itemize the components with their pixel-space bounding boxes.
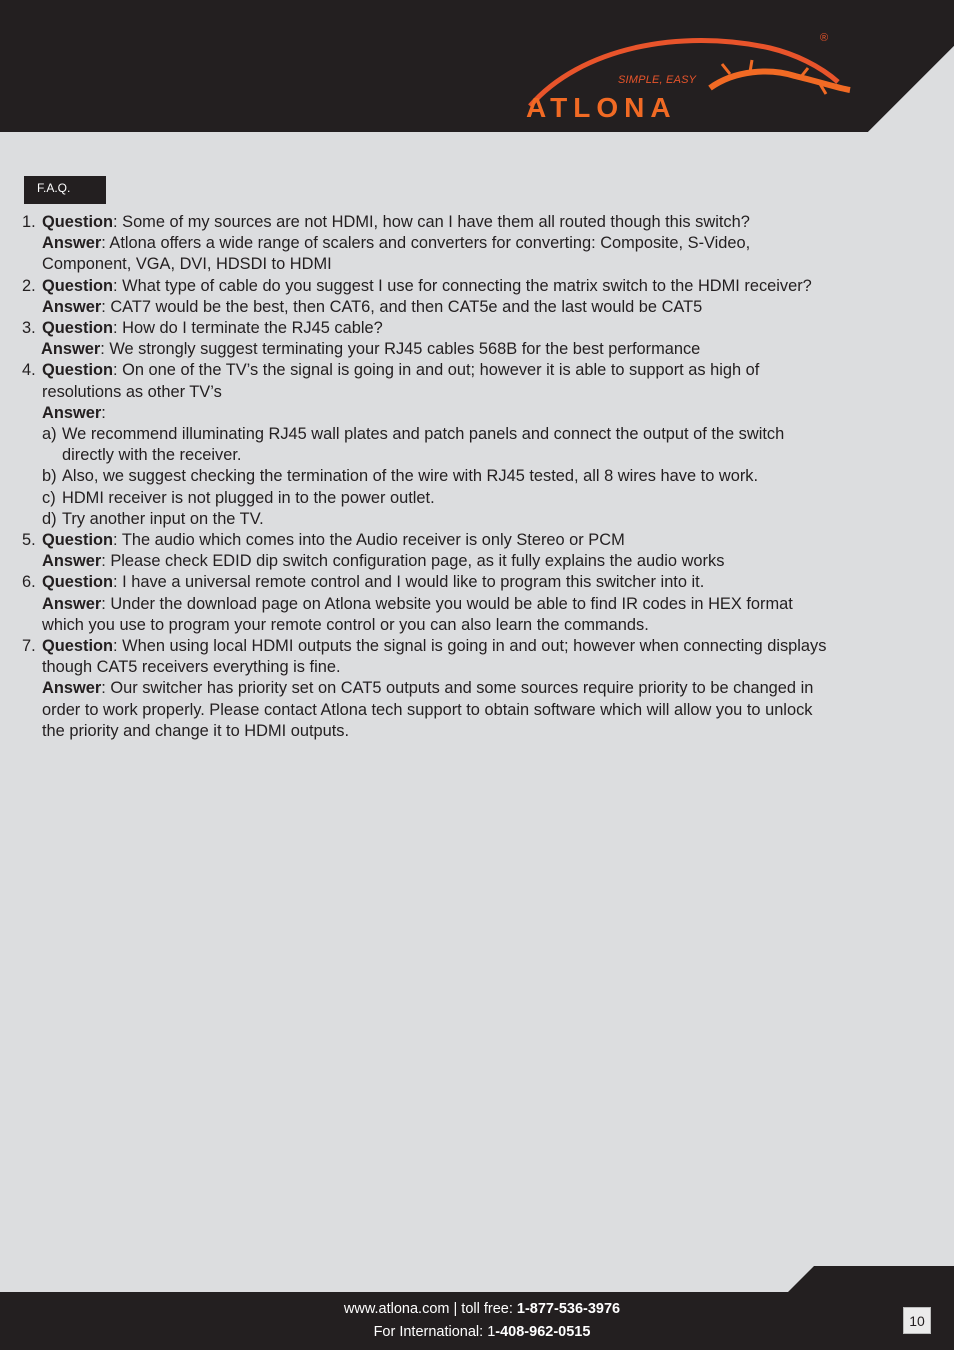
answer-text: : Please check EDID dip switch configuration page, as it fully explains the audio works xyxy=(101,552,725,571)
registered-mark: ® xyxy=(820,32,829,44)
faq-item xyxy=(22,276,902,318)
answer-subitem-line xyxy=(22,488,902,509)
answer-subitem-line xyxy=(22,445,902,466)
footer-contact xyxy=(0,1298,954,1344)
brand-tagline: SIMPLE, EASY xyxy=(618,74,697,86)
question-text: : When using local HDMI outputs the signal is going in and out; however when connecting displays xyxy=(113,637,827,656)
faq-number: 7. xyxy=(22,637,36,656)
question-line xyxy=(22,276,902,297)
faq-number: 5. xyxy=(22,531,36,550)
answer-text: : Atlona offers a wide range of scalers and converters for converting: Composite, S-Video, xyxy=(101,234,751,253)
answer-line xyxy=(22,297,902,318)
atlona-logo xyxy=(520,28,860,128)
answer-text: : CAT7 would be the best, then CAT6, and then CAT5e and the last would be CAT5 xyxy=(101,297,703,316)
question-line xyxy=(22,212,902,233)
question-label: Question xyxy=(42,361,114,380)
answer-line xyxy=(22,403,902,424)
question-line xyxy=(22,360,902,381)
question-line xyxy=(22,572,902,593)
answer-line xyxy=(22,339,902,360)
question-label: Question xyxy=(42,213,114,231)
subitem-text: HDMI receiver is not plugged in to the power outlet. xyxy=(62,488,435,507)
question-text: : On one of the TV’s the signal is going in and out; however it is able to support as high of xyxy=(113,361,760,380)
international-number: -408-962-0515 xyxy=(495,1324,591,1340)
question-label: Question xyxy=(42,319,114,338)
answer-subitem-line xyxy=(22,424,902,445)
faq-item xyxy=(22,318,902,360)
subitem-letter: d) xyxy=(42,509,57,528)
answer-text: : We strongly suggest terminating your RJ45 cables 568B for the best performance xyxy=(100,340,701,359)
answer-label: Answer xyxy=(41,340,101,359)
answer-label: Answer xyxy=(42,297,102,316)
question-line xyxy=(22,318,902,339)
answer-label: Answer xyxy=(42,403,102,422)
subitem-text: directly with the receiver. xyxy=(62,446,242,465)
faq-number: 4. xyxy=(22,361,36,380)
question-label: Question xyxy=(42,276,114,295)
subitem-letter xyxy=(42,445,62,466)
page-number: 10 xyxy=(903,1307,931,1334)
answer-line xyxy=(22,678,902,699)
answer-line: Component, VGA, DVI, HDSDI to HDMI xyxy=(42,255,332,274)
answer-line: order to work properly. Please contact Atlona tech support to obtain software which will allow you to unlock xyxy=(42,700,813,719)
faq-list xyxy=(22,212,902,742)
faq-number: 1. xyxy=(22,213,36,231)
faq-item xyxy=(22,212,902,276)
question-line xyxy=(22,636,902,657)
answer-subitem-line xyxy=(22,509,902,530)
answer-text: : Our switcher has priority set on CAT5 outputs and some sources require priority to be changed in xyxy=(101,679,814,698)
answer-label: Answer xyxy=(42,234,102,253)
faq-item xyxy=(22,360,902,530)
faq-number: 6. xyxy=(22,573,36,592)
answer-label: Answer xyxy=(42,679,102,698)
question-label: Question xyxy=(42,573,114,592)
answer-line: the priority and change it to HDMI outputs. xyxy=(42,721,350,740)
faq-item xyxy=(22,636,902,742)
question-line: resolutions as other TV’s xyxy=(42,382,222,401)
subitem-letter: b) xyxy=(42,467,57,486)
question-line: though CAT5 receivers everything is fine. xyxy=(42,658,341,677)
subitem-letter: a) xyxy=(42,425,57,444)
answer-line: which you use to program your remote control or you can also learn the commands. xyxy=(42,615,649,634)
question-label: Question xyxy=(42,637,114,656)
question-text: : The audio which comes into the Audio receiver is only Stereo or PCM xyxy=(113,531,625,550)
footer-line-1 xyxy=(0,1298,954,1321)
question-line xyxy=(22,530,902,551)
answer-label: Answer xyxy=(42,594,102,613)
answer-line xyxy=(22,551,902,572)
answer-text: : Under the download page on Atlona website you would be able to find IR codes in HEX format xyxy=(101,594,793,613)
brand-name: ATLONA xyxy=(526,92,677,123)
answer-label: Answer xyxy=(42,552,102,571)
faq-item xyxy=(22,530,902,572)
answer-text: : xyxy=(101,403,106,422)
section-tag: F.A.Q. xyxy=(24,176,106,204)
subitem-text: Try another input on the TV. xyxy=(62,509,264,528)
website-and-tollfree-label: www.atlona.com | toll free: xyxy=(343,1301,517,1317)
tollfree-number: 1-877-536-3976 xyxy=(516,1301,621,1317)
answer-line xyxy=(22,233,902,254)
footer-line-2 xyxy=(0,1321,954,1344)
question-text: : How do I terminate the RJ45 cable? xyxy=(113,319,383,338)
question-text: : I have a universal remote control and I would like to program this switcher into it. xyxy=(113,573,705,592)
question-text: : Some of my sources are not HDMI, how can I have them all routed though this switch? xyxy=(113,213,750,231)
faq-number: 2. xyxy=(22,276,36,295)
international-label: For International: 1 xyxy=(373,1324,496,1340)
subitem-letter: c) xyxy=(42,488,56,507)
answer-line xyxy=(22,594,902,615)
faq-item xyxy=(22,572,902,636)
answer-subitem-line xyxy=(22,466,902,487)
question-label: Question xyxy=(42,531,114,550)
question-text: : What type of cable do you suggest I use for connecting the matrix switch to the HDMI receiver? xyxy=(113,276,812,295)
subitem-text: Also, we suggest checking the termination of the wire with RJ45 tested, all 8 wires have to work. xyxy=(62,467,759,486)
subitem-text: We recommend illuminating RJ45 wall plates and patch panels and connect the output of the switch xyxy=(62,425,785,444)
faq-number: 3. xyxy=(22,319,36,338)
